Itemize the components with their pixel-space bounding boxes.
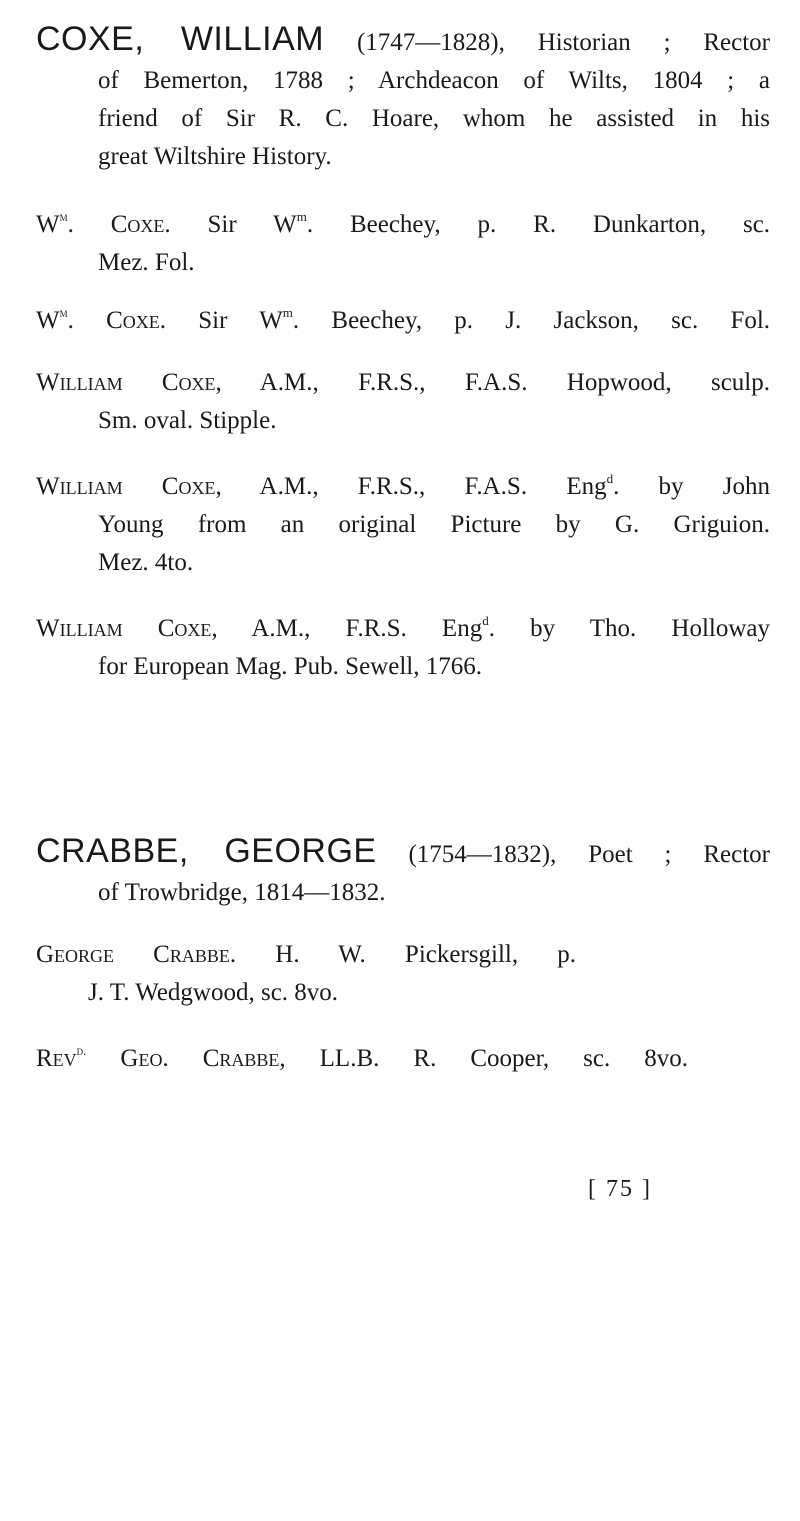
portrait-title: William Coxe, A.M., F.R.S., F.A.S. — [36, 473, 528, 500]
entry-crabbe — [36, 832, 770, 912]
portrait-line — [36, 468, 770, 506]
portrait-painter: Sir $W^m$. Beechey, p. — [198, 305, 474, 334]
portrait-listing — [36, 1040, 688, 1078]
entry-description-line: great Wiltshire History. — [98, 143, 332, 170]
portrait-listing — [36, 936, 576, 1012]
portrait-line — [36, 302, 770, 340]
portrait-engraver: R. Dunkarton, sc. — [533, 211, 771, 238]
entry-dates: (1754—1832), — [408, 841, 557, 868]
portrait-title: William Coxe, A.M., F.R.S. — [36, 615, 407, 642]
entry-heading — [36, 20, 770, 62]
portrait-format: Sm. oval. Stipple. — [98, 407, 277, 434]
entry-description-first: Historian ; Rector — [537, 29, 770, 56]
portrait-title: George Crabbe. — [36, 941, 237, 968]
portrait-publication: for European Mag. Pub. Sewell, 1766. — [98, 653, 482, 680]
entry-heading — [36, 832, 770, 874]
portrait-title: $W^m$. Coxe. — [36, 209, 171, 238]
portrait-engraver: R. Cooper, sc. 8vo. — [413, 1045, 689, 1072]
entry-name: CRABBE, GEORGE — [36, 832, 377, 870]
portrait-listing — [36, 302, 770, 340]
portrait-engraver: Hopwood, sculp. — [566, 369, 770, 396]
portrait-listing — [36, 206, 770, 282]
portrait-line — [36, 1040, 688, 1078]
entry-coxe — [36, 20, 770, 176]
portrait-title: William Coxe, A.M., F.R.S., F.A.S. — [36, 369, 528, 396]
portrait-title: $W^m$. Coxe. — [36, 305, 167, 334]
portrait-engraver: Eng$^d$. by John — [566, 471, 770, 500]
portrait-painter: H. W. Pickersgill, p. — [275, 941, 576, 968]
entry-dates: (1747—1828), — [356, 29, 505, 56]
entry-description-line: of Trowbridge, 1814—1832. — [98, 879, 386, 906]
portrait-line — [36, 364, 770, 402]
entry-description-line: friend of Sir R. C. Hoare, whom he assisted in his — [98, 105, 770, 132]
entry-description-line: of Bemerton, 1788 ; Archdeacon of Wilts, 1804 ; a — [98, 67, 770, 94]
portrait-listing — [36, 610, 770, 686]
portrait-description: Young from an original Picture by G. Griguion. — [98, 511, 770, 538]
portrait-line — [36, 206, 770, 244]
page-number: [ 75 ] — [588, 1176, 652, 1202]
portrait-engraver: Eng$^d$. by Tho. Holloway — [441, 613, 771, 642]
entry-name: COXE, WILLIAM — [36, 20, 325, 58]
portrait-line — [36, 610, 770, 648]
portrait-title: Rev$^{d.}$ Geo. Crabbe, LL.B. — [36, 1043, 380, 1072]
portrait-format: Mez. 4to. — [98, 549, 194, 576]
portrait-engraver: J. Jackson, sc. — [505, 307, 699, 334]
portrait-painter: Sir $W^m$. Beechey, p. — [207, 209, 497, 238]
portrait-format: Fol. — [730, 307, 771, 334]
entry-description-first: Poet ; Rector — [588, 841, 771, 868]
portrait-listing — [36, 468, 770, 582]
portrait-engraver: J. T. Wedgwood, sc. 8vo. — [88, 979, 339, 1006]
portrait-line — [36, 936, 576, 974]
portrait-format: Mez. Fol. — [98, 249, 195, 276]
portrait-listing — [36, 364, 770, 440]
